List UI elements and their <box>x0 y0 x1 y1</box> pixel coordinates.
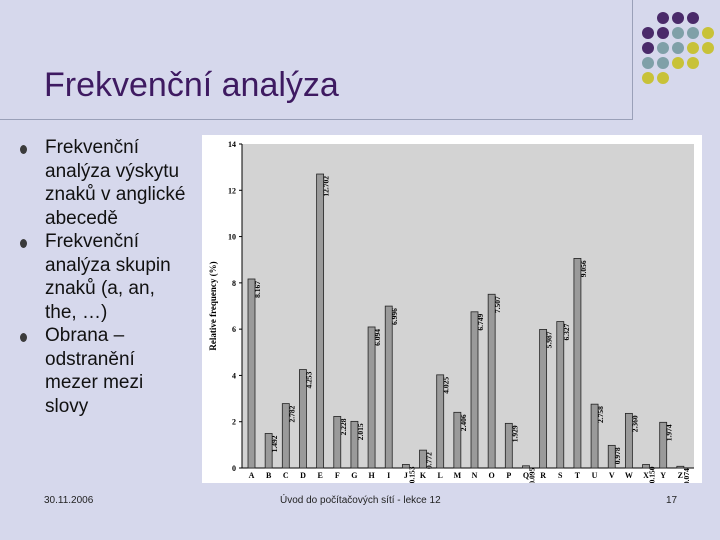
decorative-dot <box>657 27 669 39</box>
bullet-item <box>20 230 190 324</box>
decorative-dot <box>687 42 699 54</box>
title-divider <box>0 119 632 120</box>
data-label: 2.228 <box>338 418 348 436</box>
data-label: 2.360 <box>630 415 640 433</box>
y-axis-label: Relative frequency (%) <box>208 261 218 351</box>
decorative-dot <box>687 57 699 69</box>
x-tick-label: E <box>317 471 323 480</box>
footer-date: 30.11.2006 <box>44 495 94 506</box>
x-tick-label: I <box>387 471 391 480</box>
bar-I <box>385 306 392 468</box>
data-label: 1.929 <box>510 425 520 443</box>
bullet-text: Frekvenční analýza skupin znaků (a, an, the, …) <box>45 231 171 323</box>
data-label: 4.253 <box>304 371 314 389</box>
bullet-icon <box>20 145 27 154</box>
data-label: 6.327 <box>561 323 571 341</box>
bar-H <box>368 327 375 468</box>
y-tick-label: 6 <box>232 325 236 335</box>
bullet-text: Frekvenční analýza výskytu znaků v anglické abecedě <box>45 137 186 229</box>
x-tick-label: L <box>437 471 443 480</box>
decorative-dot <box>687 12 699 24</box>
x-tick-label: P <box>506 471 512 480</box>
data-label: 2.782 <box>287 405 297 423</box>
bullet-icon <box>20 239 27 248</box>
corner-divider <box>632 0 633 120</box>
bar-S <box>557 322 564 468</box>
data-label: 0.772 <box>424 452 434 470</box>
page-number: 17 <box>666 495 678 506</box>
decorative-dot <box>657 72 669 84</box>
bullet-item <box>20 136 190 230</box>
data-label: 5.987 <box>544 331 554 349</box>
slide-title: Frekvenční analýza <box>44 66 339 104</box>
bar-O <box>488 294 495 468</box>
data-label: 2.015 <box>355 423 365 441</box>
data-label: 7.507 <box>493 296 503 314</box>
bar-T <box>574 258 581 468</box>
y-tick-label: 10 <box>228 232 236 242</box>
x-tick-label: B <box>265 471 272 480</box>
decorative-dot <box>702 27 714 39</box>
bar-N <box>471 312 478 468</box>
decorative-dot <box>657 42 669 54</box>
x-tick-label: W <box>624 471 633 480</box>
decorative-dot <box>642 27 654 39</box>
bar-A <box>248 279 255 468</box>
x-tick-label: J <box>403 471 408 480</box>
bullet-item <box>20 324 190 418</box>
decorative-dot <box>642 72 654 84</box>
data-label: 9.056 <box>578 260 588 278</box>
decorative-dot <box>672 12 684 24</box>
x-tick-label: Q <box>522 471 530 480</box>
bar-R <box>540 329 547 468</box>
data-label: 6.749 <box>476 313 485 331</box>
x-tick-label: V <box>608 471 615 480</box>
decorative-dot <box>702 42 714 54</box>
footer-title: Úvod do počítačových sítí - lekce 12 <box>280 495 441 506</box>
x-tick-label: T <box>574 471 581 480</box>
decorative-dot <box>672 42 684 54</box>
decorative-dot <box>642 57 654 69</box>
data-label: 2.758 <box>596 406 606 424</box>
data-label: 6.996 <box>390 308 400 325</box>
bar-E <box>317 174 324 468</box>
x-tick-label: M <box>453 471 462 480</box>
y-tick-label: 0 <box>232 464 236 473</box>
data-label: 12.702 <box>321 176 331 197</box>
x-tick-label: R <box>540 471 547 480</box>
data-label: 6.094 <box>373 328 383 346</box>
data-label: 0.074 <box>681 468 691 483</box>
x-tick-label: G <box>351 471 358 480</box>
decorative-dot <box>687 27 699 39</box>
data-label: 0.978 <box>613 447 623 465</box>
decorative-dot <box>672 27 684 39</box>
letter-frequency-chart <box>202 135 702 483</box>
x-tick-label: H <box>368 471 375 480</box>
y-tick-label: 12 <box>228 186 236 196</box>
data-label: 0.150 <box>647 466 657 483</box>
x-tick-label: N <box>471 471 478 480</box>
x-tick-label: U <box>591 471 598 480</box>
bar-Q <box>522 466 529 468</box>
x-tick-label: X <box>643 471 649 480</box>
data-label: 2.406 <box>458 414 468 432</box>
decorative-dot <box>642 42 654 54</box>
x-tick-label: Z <box>677 471 684 480</box>
data-label: 0.153 <box>407 466 417 483</box>
bullet-list <box>20 136 190 418</box>
y-tick-label: 14 <box>228 140 236 149</box>
data-label: 0.095 <box>527 467 537 483</box>
data-label: 8.167 <box>253 280 262 298</box>
decorative-dot <box>672 57 684 69</box>
x-tick-label: Y <box>660 471 667 480</box>
bullet-icon <box>20 333 27 342</box>
decorative-dot-grid <box>640 10 720 105</box>
data-label: 1.974 <box>664 424 674 442</box>
bar-Z <box>677 466 684 468</box>
data-label: 1.492 <box>270 435 280 453</box>
y-tick-label: 8 <box>232 278 236 288</box>
x-tick-label: C <box>282 471 289 480</box>
y-tick-label: 2 <box>232 417 236 427</box>
y-tick-label: 4 <box>232 371 236 381</box>
bullet-text: Obrana – odstranění mezer mezi slovy <box>45 325 144 417</box>
x-tick-label: F <box>334 471 340 480</box>
x-tick-label: D <box>300 471 306 480</box>
x-tick-label: O <box>488 471 495 480</box>
chart-svg <box>202 135 702 483</box>
x-tick-label: S <box>558 471 563 480</box>
x-tick-label: A <box>248 471 255 480</box>
data-label: 4.025 <box>441 376 451 394</box>
decorative-dot <box>657 57 669 69</box>
x-tick-label: K <box>419 471 427 480</box>
decorative-dot <box>657 12 669 24</box>
